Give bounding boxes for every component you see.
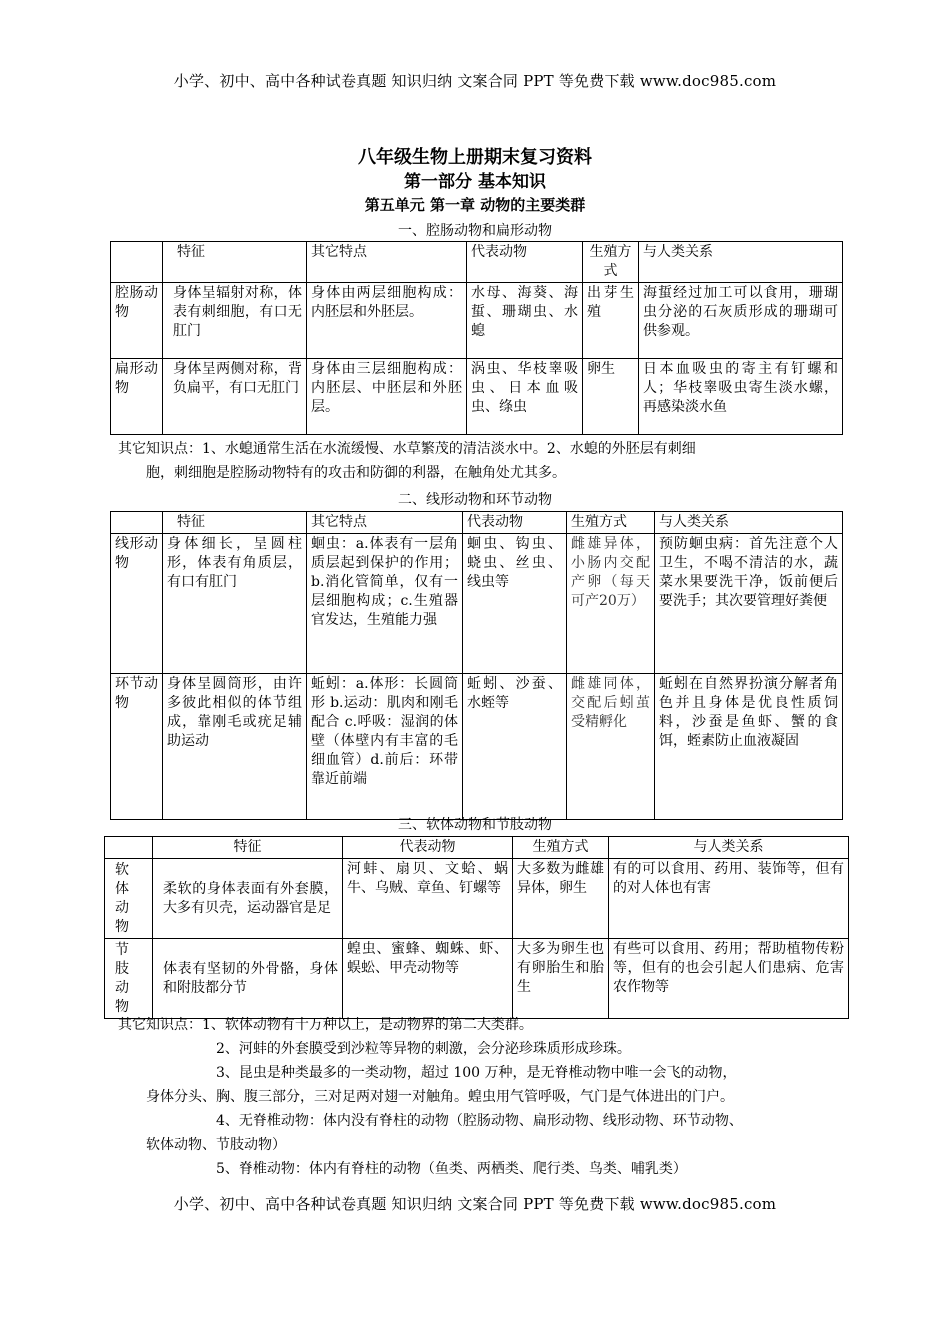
table-row — [111, 674, 843, 820]
row-examples: 涡虫、华枝睾吸虫、日本血吸虫、绦虫 — [467, 359, 583, 435]
row-feature: 柔软的身体表面有外套膜，大多有贝壳，运动器官是足 — [153, 859, 343, 939]
page-footer: 小学、初中、高中各种试卷真题 知识归纳 文案合同 PPT 等免费下载 www.doc985.com — [173, 1195, 777, 1213]
row-examples: 蛔虫、钩虫、蛲虫、丝虫、线虫等 — [463, 534, 567, 674]
row-name: 软体动物 — [105, 859, 153, 939]
header-cell-feature: 特征 — [153, 837, 343, 859]
row-reproduction: 雌雄异体，小肠内交配产卵（每天可产20万） — [567, 534, 655, 674]
row-relation: 预防蛔虫病：首先注意个人卫生，不喝不清洁的水，蔬菜水果要洗干净，饭前便后要洗手；其次要管理好粪便 — [655, 534, 843, 674]
header-cell-relation: 与人类关系 — [655, 512, 843, 534]
row-feature: 身体呈两侧对称，背负扁平，有口无肛门 — [163, 359, 307, 435]
part-title: 第一部分 基本知识 — [404, 172, 546, 192]
document-title: 八年级生物上册期末复习资料 — [358, 147, 592, 168]
header-cell-other: 其它特点 — [307, 512, 463, 534]
table-row — [105, 939, 849, 1019]
row-relation: 有的可以食用、药用、装饰等，但有的对人体也有害 — [609, 859, 849, 939]
header-cell-reproduction: 生殖方式 — [583, 242, 639, 283]
header-cell-examples: 代表动物 — [463, 512, 567, 534]
header-cell-examples: 代表动物 — [343, 837, 513, 859]
header-cell-feature: 特征 — [163, 512, 307, 534]
note-line: 其它知识点：1、软体动物有十万种以上，是动物界的第二大类群。 — [118, 1017, 533, 1033]
row-other: 蚯蚓：a.体形：长圆筒形 b.运动：肌肉和刚毛配合 c.呼吸：湿润的体壁（体壁内有丰富的毛细血管）d.前后：环带靠近前端 — [307, 674, 463, 820]
row-feature: 体表有坚韧的外骨骼，身体和附肢都分节 — [153, 939, 343, 1019]
section3-notes — [118, 1013, 858, 1181]
note-line: 2、河蚌的外套膜受到沙粒等异物的刺激，会分泌珍珠质形成珍珠。 — [216, 1041, 631, 1057]
row-examples: 河蚌、扇贝、文蛤、蜗牛、乌贼、章鱼、钉螺等 — [343, 859, 513, 939]
header-cell-reproduction: 生殖方式 — [567, 512, 655, 534]
row-relation: 日本血吸虫的寄主有钉螺和人；华枝睾吸虫寄生淡水螺，再感染淡水鱼 — [639, 359, 843, 435]
row-name: 环节动物 — [111, 674, 163, 820]
table-cnidaria-flatworms — [110, 241, 843, 435]
section2-heading: 二、线形动物和环节动物 — [398, 492, 552, 508]
note-line: 胞，刺细胞是腔肠动物特有的攻击和防御的利器，在触角处尤其多。 — [146, 465, 566, 481]
row-name: 线形动物 — [111, 534, 163, 674]
section1-heading: 一、腔肠动物和扁形动物 — [398, 223, 552, 239]
row-other: 身体由三层细胞构成：内胚层、中胚层和外胚层。 — [307, 359, 467, 435]
unit-title: 第五单元 第一章 动物的主要类群 — [364, 196, 586, 214]
row-other: 身体由两层细胞构成：内胚层和外胚层。 — [307, 283, 467, 359]
header-cell-reproduction: 生殖方式 — [513, 837, 609, 859]
row-reproduction: 出芽生殖 — [583, 283, 639, 359]
row-feature: 身体细长，呈圆柱形，体表有角质层，有口有肛门 — [163, 534, 307, 674]
row-feature: 身体呈圆筒形，由许多彼此相似的体节组成，靠刚毛或疣足辅助运动 — [163, 674, 307, 820]
table-header-row — [111, 512, 843, 534]
table-header-row — [111, 242, 843, 283]
row-name: 扁形动物 — [111, 359, 163, 435]
row-reproduction: 雌雄同体，交配后蚓茧受精孵化 — [567, 674, 655, 820]
row-name: 腔肠动物 — [111, 283, 163, 359]
page-header: 小学、初中、高中各种试卷真题 知识归纳 文案合同 PPT 等免费下载 www.doc985.com — [173, 72, 777, 90]
header-cell-examples: 代表动物 — [467, 242, 583, 283]
header-cell-relation: 与人类关系 — [639, 242, 843, 283]
header-cell-empty — [111, 512, 163, 534]
row-feature: 身体呈辐射对称，体表有刺细胞，有口无肛门 — [163, 283, 307, 359]
note-line: 4、无脊椎动物：体内没有脊柱的动物（腔肠动物、扁形动物、线形动物、环节动物、 — [216, 1113, 743, 1129]
note-line: 3、昆虫是种类最多的一类动物，超过 100 万种，是无脊椎动物中唯一会飞的动物， — [216, 1065, 737, 1081]
row-reproduction: 卵生 — [583, 359, 639, 435]
table-row — [111, 283, 843, 359]
header-cell-other: 其它特点 — [307, 242, 467, 283]
header-cell-empty — [105, 837, 153, 859]
table-roundworms-annelids — [110, 511, 843, 820]
note-line: 其它知识点：1、水螅通常生活在水流缓慢、水草繁茂的清洁淡水中。2、水螅的外胚层有刺细 — [118, 441, 696, 457]
row-examples: 蝗虫、蜜蜂、蜘蛛、虾、蜈蚣、甲壳动物等 — [343, 939, 513, 1019]
section1-notes — [118, 437, 838, 485]
table-row — [111, 359, 843, 435]
note-line: 软体动物、节肢动物） — [146, 1137, 286, 1153]
note-line: 身体分头、胸、腹三部分，三对足两对翅一对触角。蝗虫用气管呼吸，气门是气体进出的门户。 — [146, 1089, 734, 1105]
table-molluscs-arthropods — [104, 836, 849, 1019]
row-reproduction: 大多为卵生也有卵胎生和胎生 — [513, 939, 609, 1019]
note-line: 5、脊椎动物：体内有脊柱的动物（鱼类、两栖类、爬行类、鸟类、哺乳类） — [216, 1161, 687, 1177]
table-header-row — [105, 837, 849, 859]
header-cell-empty — [111, 242, 163, 283]
row-other: 蛔虫：a.体表有一层角质层起到保护的作用；b.消化管简单，仅有一层细胞构成；c.生殖器官发达，生殖能力强 — [307, 534, 463, 674]
row-relation: 有些可以食用、药用；帮助植物传粉等，但有的也会引起人们患病、危害农作物等 — [609, 939, 849, 1019]
row-examples: 蚯蚓、沙蚕、水蛭等 — [463, 674, 567, 820]
row-name: 节肢动物 — [105, 939, 153, 1019]
row-relation: 蚯蚓在自然界扮演分解者角色并且身体是优良性质饲料，沙蚕是鱼虾、蟹的食饵，蛭素防止血液凝固 — [655, 674, 843, 820]
table-row — [111, 534, 843, 674]
section3-heading: 三、软体动物和节肢动物 — [398, 817, 552, 833]
table-row — [105, 859, 849, 939]
header-cell-feature: 特征 — [163, 242, 307, 283]
title-block — [0, 146, 950, 216]
row-reproduction: 大多数为雌雄异体，卵生 — [513, 859, 609, 939]
row-relation: 海蜇经过加工可以食用，珊瑚虫分泌的石灰质形成的珊瑚可供参观。 — [639, 283, 843, 359]
row-examples: 水母、海葵、海蜇、珊瑚虫、水螅 — [467, 283, 583, 359]
header-cell-relation: 与人类关系 — [609, 837, 849, 859]
